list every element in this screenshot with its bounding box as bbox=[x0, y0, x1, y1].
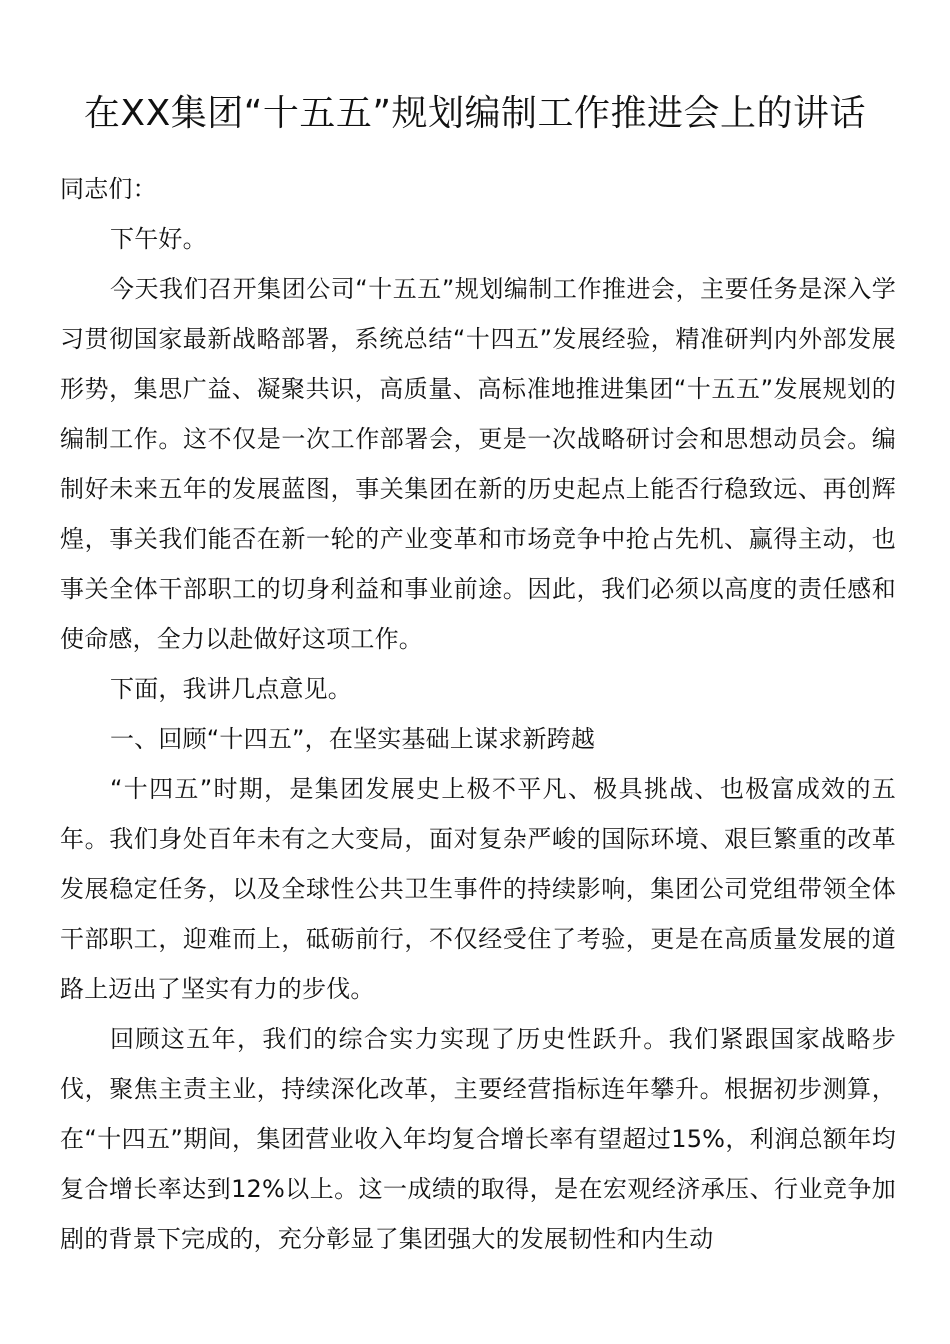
document-title: 在XX集团“十五五”规划编制工作推进会上的讲话 bbox=[83, 93, 867, 135]
document-body bbox=[60, 164, 896, 1264]
section-heading-1: 一、回顾“十四五”，在坚实基础上谋求新跨越 bbox=[110, 725, 596, 753]
paragraph-review: “十四五”时期，是集团发展史上极不平凡、极具挑战、也极富成效的五年。我们身处百年未有之大变局，面对复杂严峻的国际环境、艰巨繁重的改革发展稳定任务，以及全球性公共卫生事件的持续影响，集团公司党组带领全体干部职工，迎难而上，砥砺前行，不仅经受住了考验，更是在高质量发展的道路上迈出了坚实有力的步伐。 bbox=[60, 775, 896, 1003]
paragraph-intro: 今天我们召开集团公司“十五五”规划编制工作推进会，主要任务是深入学习贯彻国家最新战略部署，系统总结“十四五”发展经验，精准研判内外部发展形势，集思广益、凝聚共识，高质量、高标准地推进集团“十五五”发展规划的编制工作。这不仅是一次工作部署会，更是一次战略研讨会和思想动员会。编制好未来五年的发展蓝图，事关集团在新的历史起点上能否行稳致远、再创辉煌，事关我们能否在新一轮的产业变革和市场竞争中抢占先机、赢得主动，也事关全体干部职工的切身利益和事业前途。因此，我们必须以高度的责任感和使命感，全力以赴做好这项工作。 bbox=[60, 275, 896, 653]
greeting: 下午好。 bbox=[110, 225, 207, 253]
paragraph-achievements: 回顾这五年，我们的综合实力实现了历史性跃升。我们紧跟国家战略步伐，聚焦主责主业，持续深化改革，主要经营指标连年攀升。根据初步测算，在“十四五”期间，集团营业收入年均复合增长率有望超过15%，利润总额年均复合增长率达到12%以上。这一成绩的取得，是在宏观经济承压、行业竞争加剧的背景下完成的，充分彰显了集团强大的发展韧性和内生动 bbox=[60, 1025, 896, 1253]
paragraph-transition: 下面，我讲几点意见。 bbox=[110, 675, 352, 703]
salutation: 同志们： bbox=[60, 175, 157, 203]
